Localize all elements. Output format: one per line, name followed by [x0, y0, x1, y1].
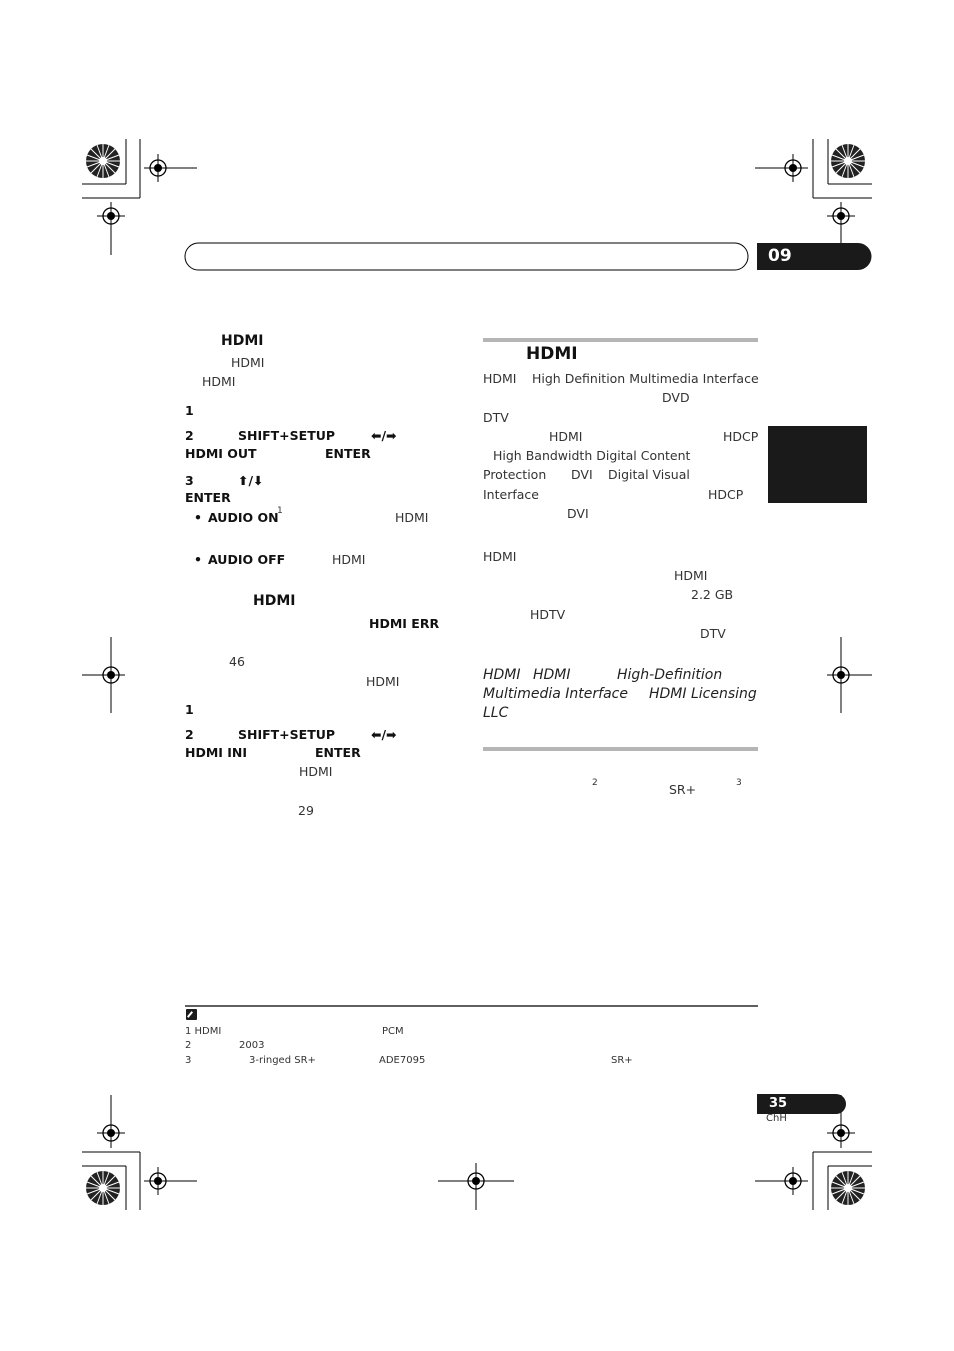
footnote-text: 3 — [185, 1055, 192, 1066]
body-text: HDMI — [202, 374, 236, 389]
body-text: HDCP — [708, 487, 744, 502]
footnote-text: 1 HDMI — [185, 1026, 222, 1037]
footnote-text: 3-ringed SR+ — [249, 1055, 316, 1066]
step-number: 2 — [185, 428, 194, 443]
page-number: 35 — [769, 1096, 788, 1111]
body-text: SR+ — [669, 782, 697, 797]
page-reference: 29 — [298, 803, 314, 818]
step-number: 2 — [185, 727, 194, 742]
footnote-text: SR+ — [611, 1055, 633, 1066]
body-text: Protection — [483, 467, 547, 482]
bullet-item: • — [194, 510, 202, 525]
key-label: ENTER — [185, 490, 231, 505]
arrow-keys: ⬆/⬇ — [238, 473, 264, 488]
body-text: HDMI — [231, 355, 265, 370]
option-label: AUDIO ON — [208, 510, 279, 525]
key-label: ENTER — [315, 745, 361, 760]
body-text: HDMI — [332, 552, 366, 567]
body-text: High Definition Multimedia Interface — [532, 371, 759, 386]
footnote-text: PCM — [382, 1026, 404, 1037]
section-heading: HDMI — [221, 333, 264, 349]
bullet-item: • — [194, 552, 202, 567]
language-code: ChH — [766, 1113, 787, 1124]
body-text: Interface — [483, 487, 539, 502]
footnote-ref: 3 — [736, 778, 742, 788]
chapter-number: 09 — [768, 246, 792, 266]
step-number: 1 — [185, 403, 194, 418]
footnote-ref: 2 — [592, 778, 598, 788]
body-text: HDMI — [366, 674, 400, 689]
body-text: 2.2 GB — [691, 587, 734, 602]
menu-item: HDMI INI — [185, 745, 248, 760]
note-icon — [186, 1009, 197, 1020]
body-text: HDTV — [530, 607, 566, 622]
trademark-text: Multimedia Interface — [483, 686, 628, 702]
footnote-text: 2 — [185, 1040, 192, 1051]
trademark-text: High-Definition — [617, 667, 723, 683]
body-text: HDMI — [674, 568, 708, 583]
body-text: HDCP — [723, 429, 759, 444]
footnote-text: 2003 — [239, 1040, 265, 1051]
menu-item: HDMI OUT — [185, 446, 257, 461]
key-label: SHIFT+SETUP — [238, 428, 336, 443]
trademark-text: LLC — [483, 705, 509, 721]
body-text: HDMI — [483, 371, 517, 386]
body-text: HDMI — [299, 764, 333, 779]
body-text: HDMI — [483, 549, 517, 564]
step-number: 3 — [185, 473, 194, 488]
error-label: HDMI ERR — [369, 616, 440, 631]
key-label: ENTER — [325, 446, 371, 461]
body-text: HDMI — [395, 510, 429, 525]
trademark-text: HDMI Licensing — [649, 686, 757, 702]
step-number: 1 — [185, 702, 194, 717]
option-label: AUDIO OFF — [208, 552, 286, 567]
body-text: DVI — [571, 467, 593, 482]
footnote-ref: 1 — [277, 506, 283, 516]
body-text: DVI — [567, 506, 589, 521]
trademark-text: HDMI — [483, 667, 521, 683]
section-heading: HDMI — [526, 344, 578, 364]
footnote-text: ADE7095 — [379, 1055, 426, 1066]
body-text: Digital Visual — [608, 467, 690, 482]
body-text: DVD — [662, 390, 690, 405]
body-text: High Bandwidth Digital Content — [493, 448, 691, 463]
trademark-text: HDMI — [533, 667, 571, 683]
key-label: SHIFT+SETUP — [238, 727, 336, 742]
page-reference: 46 — [229, 654, 245, 669]
arrow-keys: ⬅/➡ — [371, 727, 397, 742]
section-heading: HDMI — [253, 593, 296, 609]
body-text: DTV — [700, 626, 726, 641]
arrow-keys: ⬅/➡ — [371, 428, 397, 443]
body-text: HDMI — [549, 429, 583, 444]
body-text: DTV — [483, 410, 509, 425]
